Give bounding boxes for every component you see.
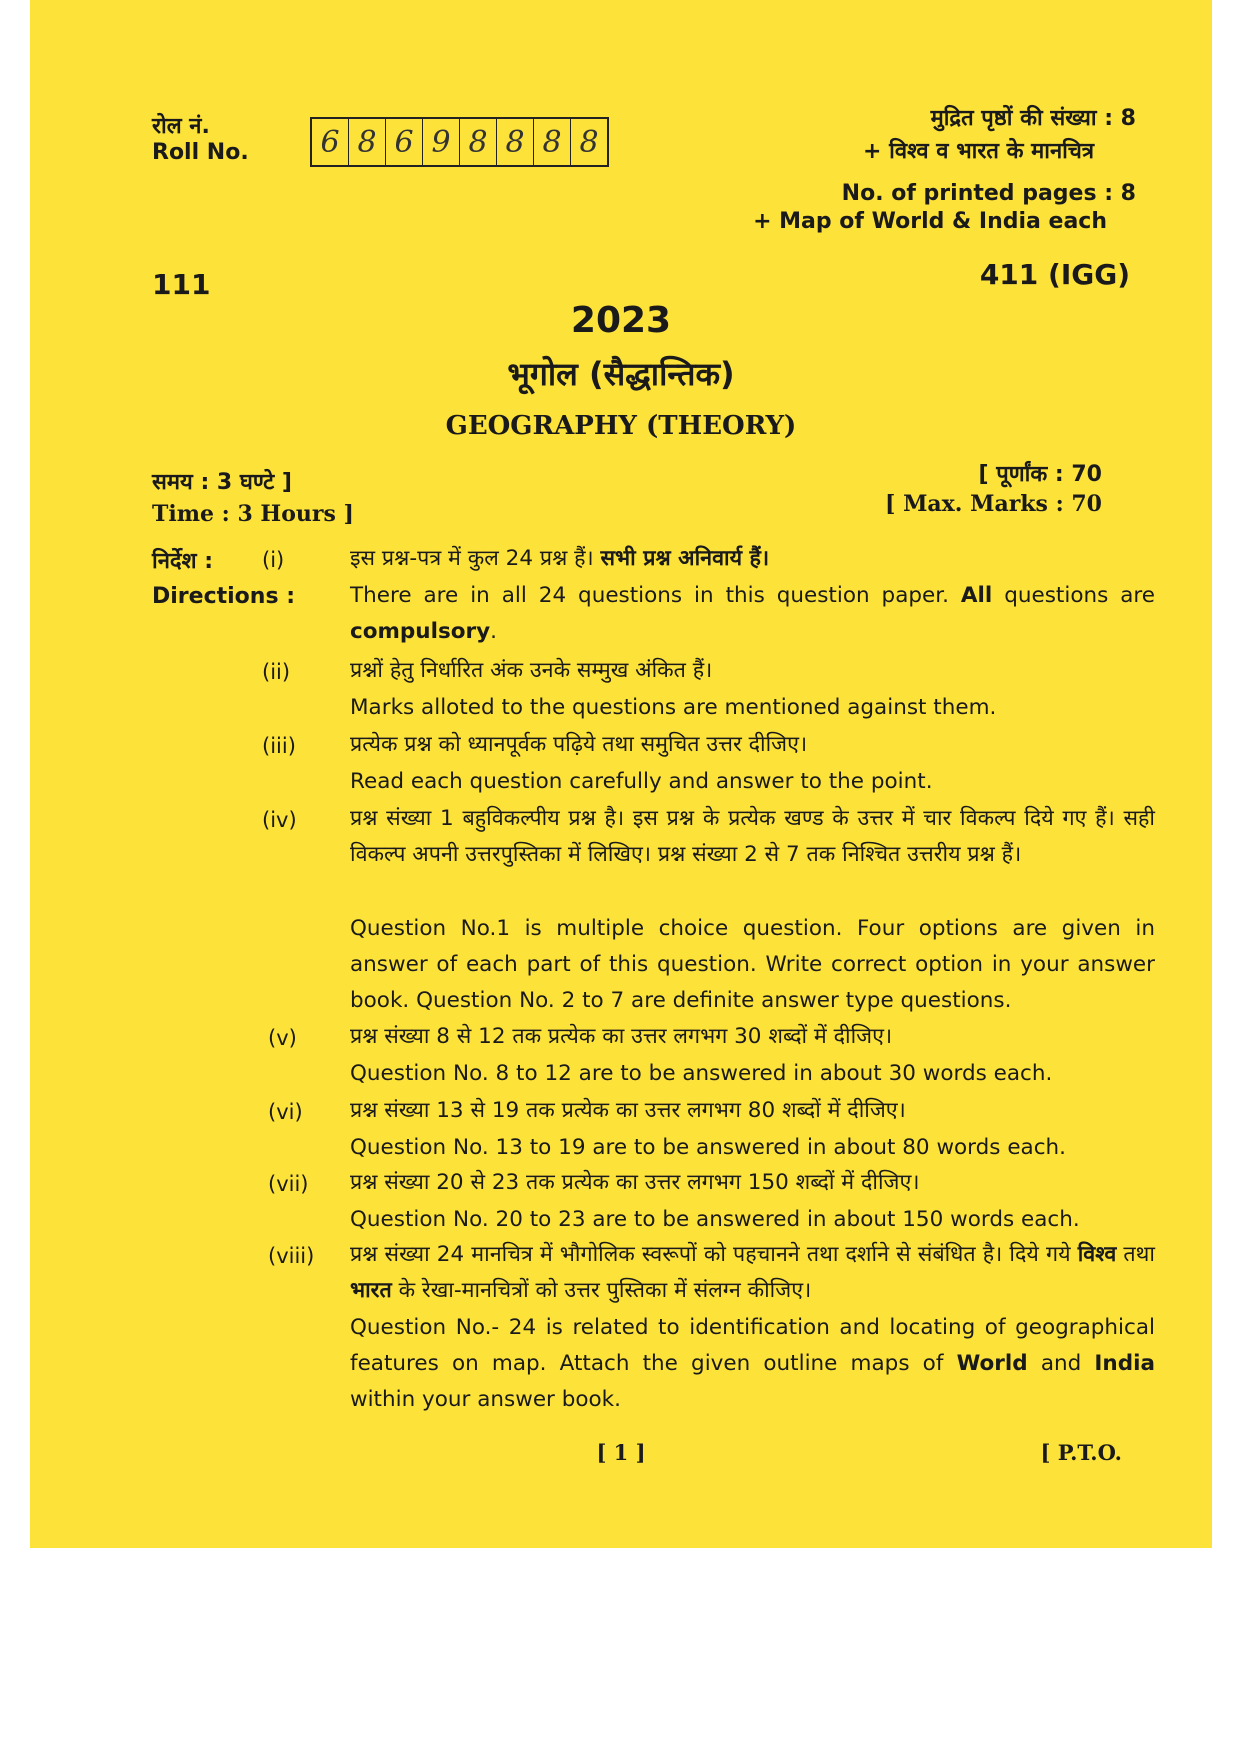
direction-5-hindi: प्रश्न संख्या 8 से 12 तक प्रत्येक का उत्तर लगभग 30 शब्दों में दीजिए। (350, 1024, 893, 1049)
maps-note-hindi: + विश्व व भारत के मानचित्र (863, 139, 1094, 164)
direction-1-hindi: इस प्रश्न-पत्र में कुल 24 प्रश्न हैं। सभी प्रश्न अनिवार्य हैं। (350, 546, 770, 571)
pto-note: [ P.T.O. (1040, 1440, 1122, 1465)
printed-pages-hindi: मुद्रित पृष्ठों की संख्या : 8 (930, 106, 1136, 131)
roll-digit: 8 (534, 119, 571, 165)
direction-3-hindi: प्रत्येक प्रश्न को ध्यानपूर्वक पढ़िये तथा समुचित उत्तर दीजिए। (350, 732, 808, 757)
direction-4-english: Question No.1 is multiple choice question. Four options are given in answer of each part of this question. Write correct option in your answer book. Question No. 2 to 7 are definite answer type questions. (350, 916, 1155, 1013)
roll-digit: 6 (312, 119, 349, 165)
paper-code: 411 (IGG) (979, 258, 1130, 291)
roll-label-english: Roll No. (152, 140, 249, 165)
direction-7-hindi: प्रश्न संख्या 20 से 23 तक प्रत्येक का उत्तर लगभग 150 शब्दों में दीजिए। (350, 1170, 920, 1195)
exam-year: 2023 (570, 300, 672, 341)
maps-note-english: + Map of World & India each (753, 209, 1107, 234)
roll-digit: 8 (460, 119, 497, 165)
subject-title-english: GEOGRAPHY (THEORY) (445, 411, 797, 441)
direction-number: (vi) (268, 1100, 303, 1124)
direction-2-english: Marks alloted to the questions are mentioned against them. (350, 695, 997, 720)
directions-label-hindi: निर्देश : (152, 549, 214, 574)
code-left: 111 (152, 268, 211, 301)
time-english: Time : 3 Hours ] (152, 501, 354, 527)
exam-paper-sheet (30, 0, 1212, 1548)
roll-number-boxes (310, 117, 609, 167)
page-number: [ 1 ] (596, 1440, 646, 1465)
direction-5-english: Question No. 8 to 12 are to be answered in about 30 words each. (350, 1061, 1053, 1086)
direction-number: (i) (262, 548, 285, 572)
direction-number: (ii) (262, 660, 291, 684)
direction-7-english: Question No. 20 to 23 are to be answered in about 150 words each. (350, 1207, 1080, 1232)
direction-4-hindi: प्रश्न संख्या 1 बहुविकल्पीय प्रश्न है। इस प्रश्न के प्रत्येक खण्ड के उत्तर में चार विकल्प दिये गए हैं। सही विकल्प अपनी उत्तरपुस्तिका में लिखिए। प्रश्न संख्या 2 से 7 तक निश्चित उत्तरीय प्रश्न हैं। (350, 806, 1155, 867)
directions-label-english: Directions : (152, 584, 295, 609)
max-marks-hindi: [ पूर्णांक : 70 (978, 462, 1102, 487)
direction-8-hindi: प्रश्न संख्या 24 मानचित्र में भौगोलिक स्वरूपों को पहचानने तथा दर्शाने से संबंधित है। दिये गये विश्व तथा भारत के रेखा-मानचित्रों को उत्तर पुस्तिका में संलग्न कीजिए। (350, 1242, 1155, 1303)
direction-8-english: Question No.- 24 is related to identification and locating of geographical features on map. Attach the given outline maps of World and India within your answer book. (350, 1315, 1155, 1412)
roll-label-hindi: रोल नं. (152, 114, 210, 139)
direction-6-english: Question No. 13 to 19 are to be answered in about 80 words each. (350, 1135, 1067, 1160)
roll-digit: 8 (497, 119, 534, 165)
direction-number: (iv) (262, 808, 297, 832)
subject-title-hindi: भूगोल (सैद्धान्तिक) (507, 355, 735, 393)
printed-pages-english: No. of printed pages : 8 (841, 181, 1136, 206)
direction-number: (iii) (262, 734, 296, 758)
roll-digit: 8 (579, 124, 599, 160)
direction-number: (v) (268, 1026, 297, 1050)
max-marks-english: [ Max. Marks : 70 (885, 491, 1102, 517)
direction-3-english: Read each question carefully and answer to the point. (350, 769, 933, 794)
time-hindi: समय : 3 घण्टे ] (152, 470, 292, 495)
direction-number: (viii) (268, 1244, 315, 1268)
direction-number: (vii) (268, 1172, 309, 1196)
direction-1-english: There are in all 24 questions in this question paper. All questions are compulsory. (350, 583, 1155, 644)
direction-2-hindi: प्रश्नों हेतु निर्धारित अंक उनके सम्मुख अंकित हैं। (350, 658, 713, 683)
roll-digit: 9 (423, 119, 460, 165)
roll-digit: 6 (386, 119, 423, 165)
roll-digit: 8 (349, 119, 386, 165)
direction-6-hindi: प्रश्न संख्या 13 से 19 तक प्रत्येक का उत्तर लगभग 80 शब्दों में दीजिए। (350, 1098, 906, 1123)
